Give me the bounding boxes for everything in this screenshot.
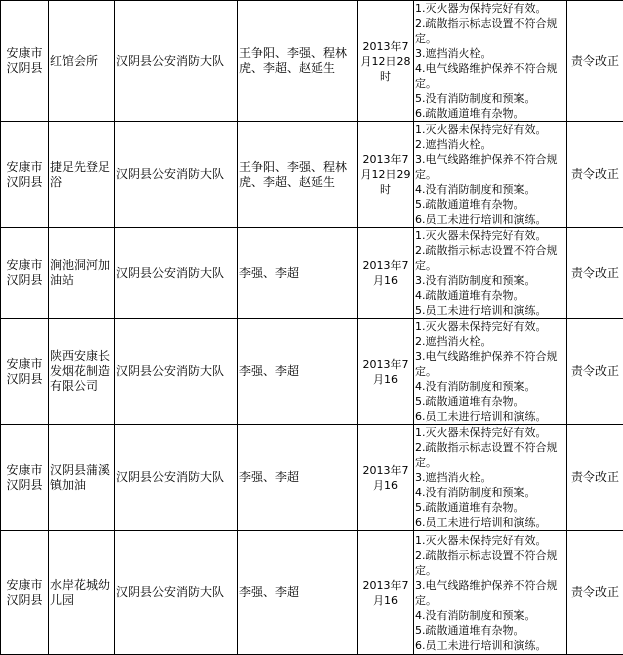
issue-item: 4.没有消防制度和预案。 [415,182,565,197]
name-cell: 红馆会所 [49,1,115,122]
people-cell: 李强、李超 [238,228,358,319]
unit-cell: 汉阴县公安消防大队 [115,228,238,319]
issue-item: 6.员工未进行培训和演练。 [415,515,565,530]
people-cell: 李强、李超 [238,319,358,425]
issue-item: 5.疏散通道堆有杂物。 [415,500,565,515]
issue-item: 1.灭火器未保持完好有效。 [415,319,565,334]
name-cell: 陕西安康长发烟花制造有限公司 [49,319,115,425]
table-row [1,228,623,319]
people-cell: 李强、李超 [238,531,358,655]
issue-item: 6.员工未进行培训和演练。 [415,212,565,227]
region-cell: 安康市汉阴县 [1,531,49,655]
issue-item: 3.电气线路维护保养不符合规定。 [415,152,565,182]
people-cell: 李强、李超 [238,425,358,531]
issues-list [415,425,565,530]
issue-item: 1.灭火器未保持完好有效。 [415,122,565,137]
result-cell: 责令改正 [567,228,623,319]
issue-item: 3.没有消防制度和预案。 [415,273,565,288]
unit-cell: 汉阴县公安消防大队 [115,122,238,228]
unit-cell: 汉阴县公安消防大队 [115,425,238,531]
issue-item: 4.没有消防制度和预案。 [415,485,565,500]
result-cell: 责令改正 [567,122,623,228]
issues-list [415,228,565,318]
issues-cell [414,228,567,319]
name-cell: 汉阴县蒲溪镇加油 [49,425,115,531]
issue-item: 4.电气线路维护保养不符合规定。 [415,61,565,91]
issue-item: 6.员工未进行培训和演练。 [415,409,565,424]
date-cell: 2013年7月12日29时 [358,122,414,228]
issue-item: 2.疏散指示标志设置不符合规定。 [415,440,565,470]
issue-item: 2.疏散指示标志设置不符合规定。 [415,548,565,578]
issues-list [415,1,565,121]
issue-item: 5.疏散通道堆有杂物。 [415,623,565,638]
issue-item: 6.疏散通道堆有杂物。 [415,106,565,121]
issue-item: 5.没有消防制度和预案。 [415,91,565,106]
issue-item: 2.遮挡消火栓。 [415,137,565,152]
issue-item: 1.灭火器未保持完好有效。 [415,425,565,440]
issue-item: 1.灭火器为保持完好有效。 [415,1,565,16]
table-row [1,319,623,425]
result-cell: 责令改正 [567,425,623,531]
issue-item: 5.员工未进行培训和演练。 [415,303,565,318]
date-cell: 2013年7月16 [358,531,414,655]
issue-item: 3.电气线路维护保养不符合规定。 [415,349,565,379]
issue-item: 4.疏散通道堆有杂物。 [415,288,565,303]
issue-item: 1.灭火器未保持完好有效。 [415,533,565,548]
name-cell: 水岸花城幼儿园 [49,531,115,655]
issues-list [415,122,565,227]
issue-item: 3.电气线路维护保养不符合规定。 [415,578,565,608]
region-cell: 安康市汉阴县 [1,228,49,319]
region-cell: 安康市汉阴县 [1,1,49,122]
issue-item: 2.疏散指示标志设置不符合规定。 [415,243,565,273]
result-cell: 责令改正 [567,319,623,425]
issue-item: 3.遮挡消火栓。 [415,470,565,485]
table-body [1,1,623,655]
result-cell: 责令改正 [567,1,623,122]
date-cell: 2013年7月16 [358,319,414,425]
table-row [1,425,623,531]
table-row [1,531,623,655]
issues-cell [414,531,567,655]
result-cell: 责令改正 [567,531,623,655]
issue-item: 6.员工未进行培训和演练。 [415,638,565,653]
issue-item: 2.疏散指示标志设置不符合规定。 [415,16,565,46]
unit-cell: 汉阴县公安消防大队 [115,1,238,122]
issue-item: 2.遮挡消火栓。 [415,334,565,349]
people-cell: 王争阳、李强、程林虎、李超、赵延生 [238,1,358,122]
unit-cell: 汉阴县公安消防大队 [115,531,238,655]
issue-item: 1.灭火器未保持完好有效。 [415,228,565,243]
issue-item: 3.遮挡消火栓。 [415,46,565,61]
table-row [1,122,623,228]
issues-cell [414,319,567,425]
date-cell: 2013年7月16 [358,425,414,531]
issues-cell [414,1,567,122]
unit-cell: 汉阴县公安消防大队 [115,319,238,425]
region-cell: 安康市汉阴县 [1,425,49,531]
date-cell: 2013年7月12日28时 [358,1,414,122]
name-cell: 捷足先登足浴 [49,122,115,228]
issues-cell [414,425,567,531]
date-cell: 2013年7月16 [358,228,414,319]
region-cell: 安康市汉阴县 [1,319,49,425]
issues-list [415,533,565,653]
issue-item: 4.没有消防制度和预案。 [415,379,565,394]
name-cell: 涧池洞河加油站 [49,228,115,319]
issue-item: 4.没有消防制度和预案。 [415,608,565,623]
issues-cell [414,122,567,228]
issue-item: 5.疏散通道堆有杂物。 [415,197,565,212]
issues-list [415,319,565,424]
issue-item: 5.疏散通道堆有杂物。 [415,394,565,409]
table-row [1,1,623,122]
region-cell: 安康市汉阴县 [1,122,49,228]
people-cell: 王争阳、李强、程林虎、李超、赵延生 [238,122,358,228]
